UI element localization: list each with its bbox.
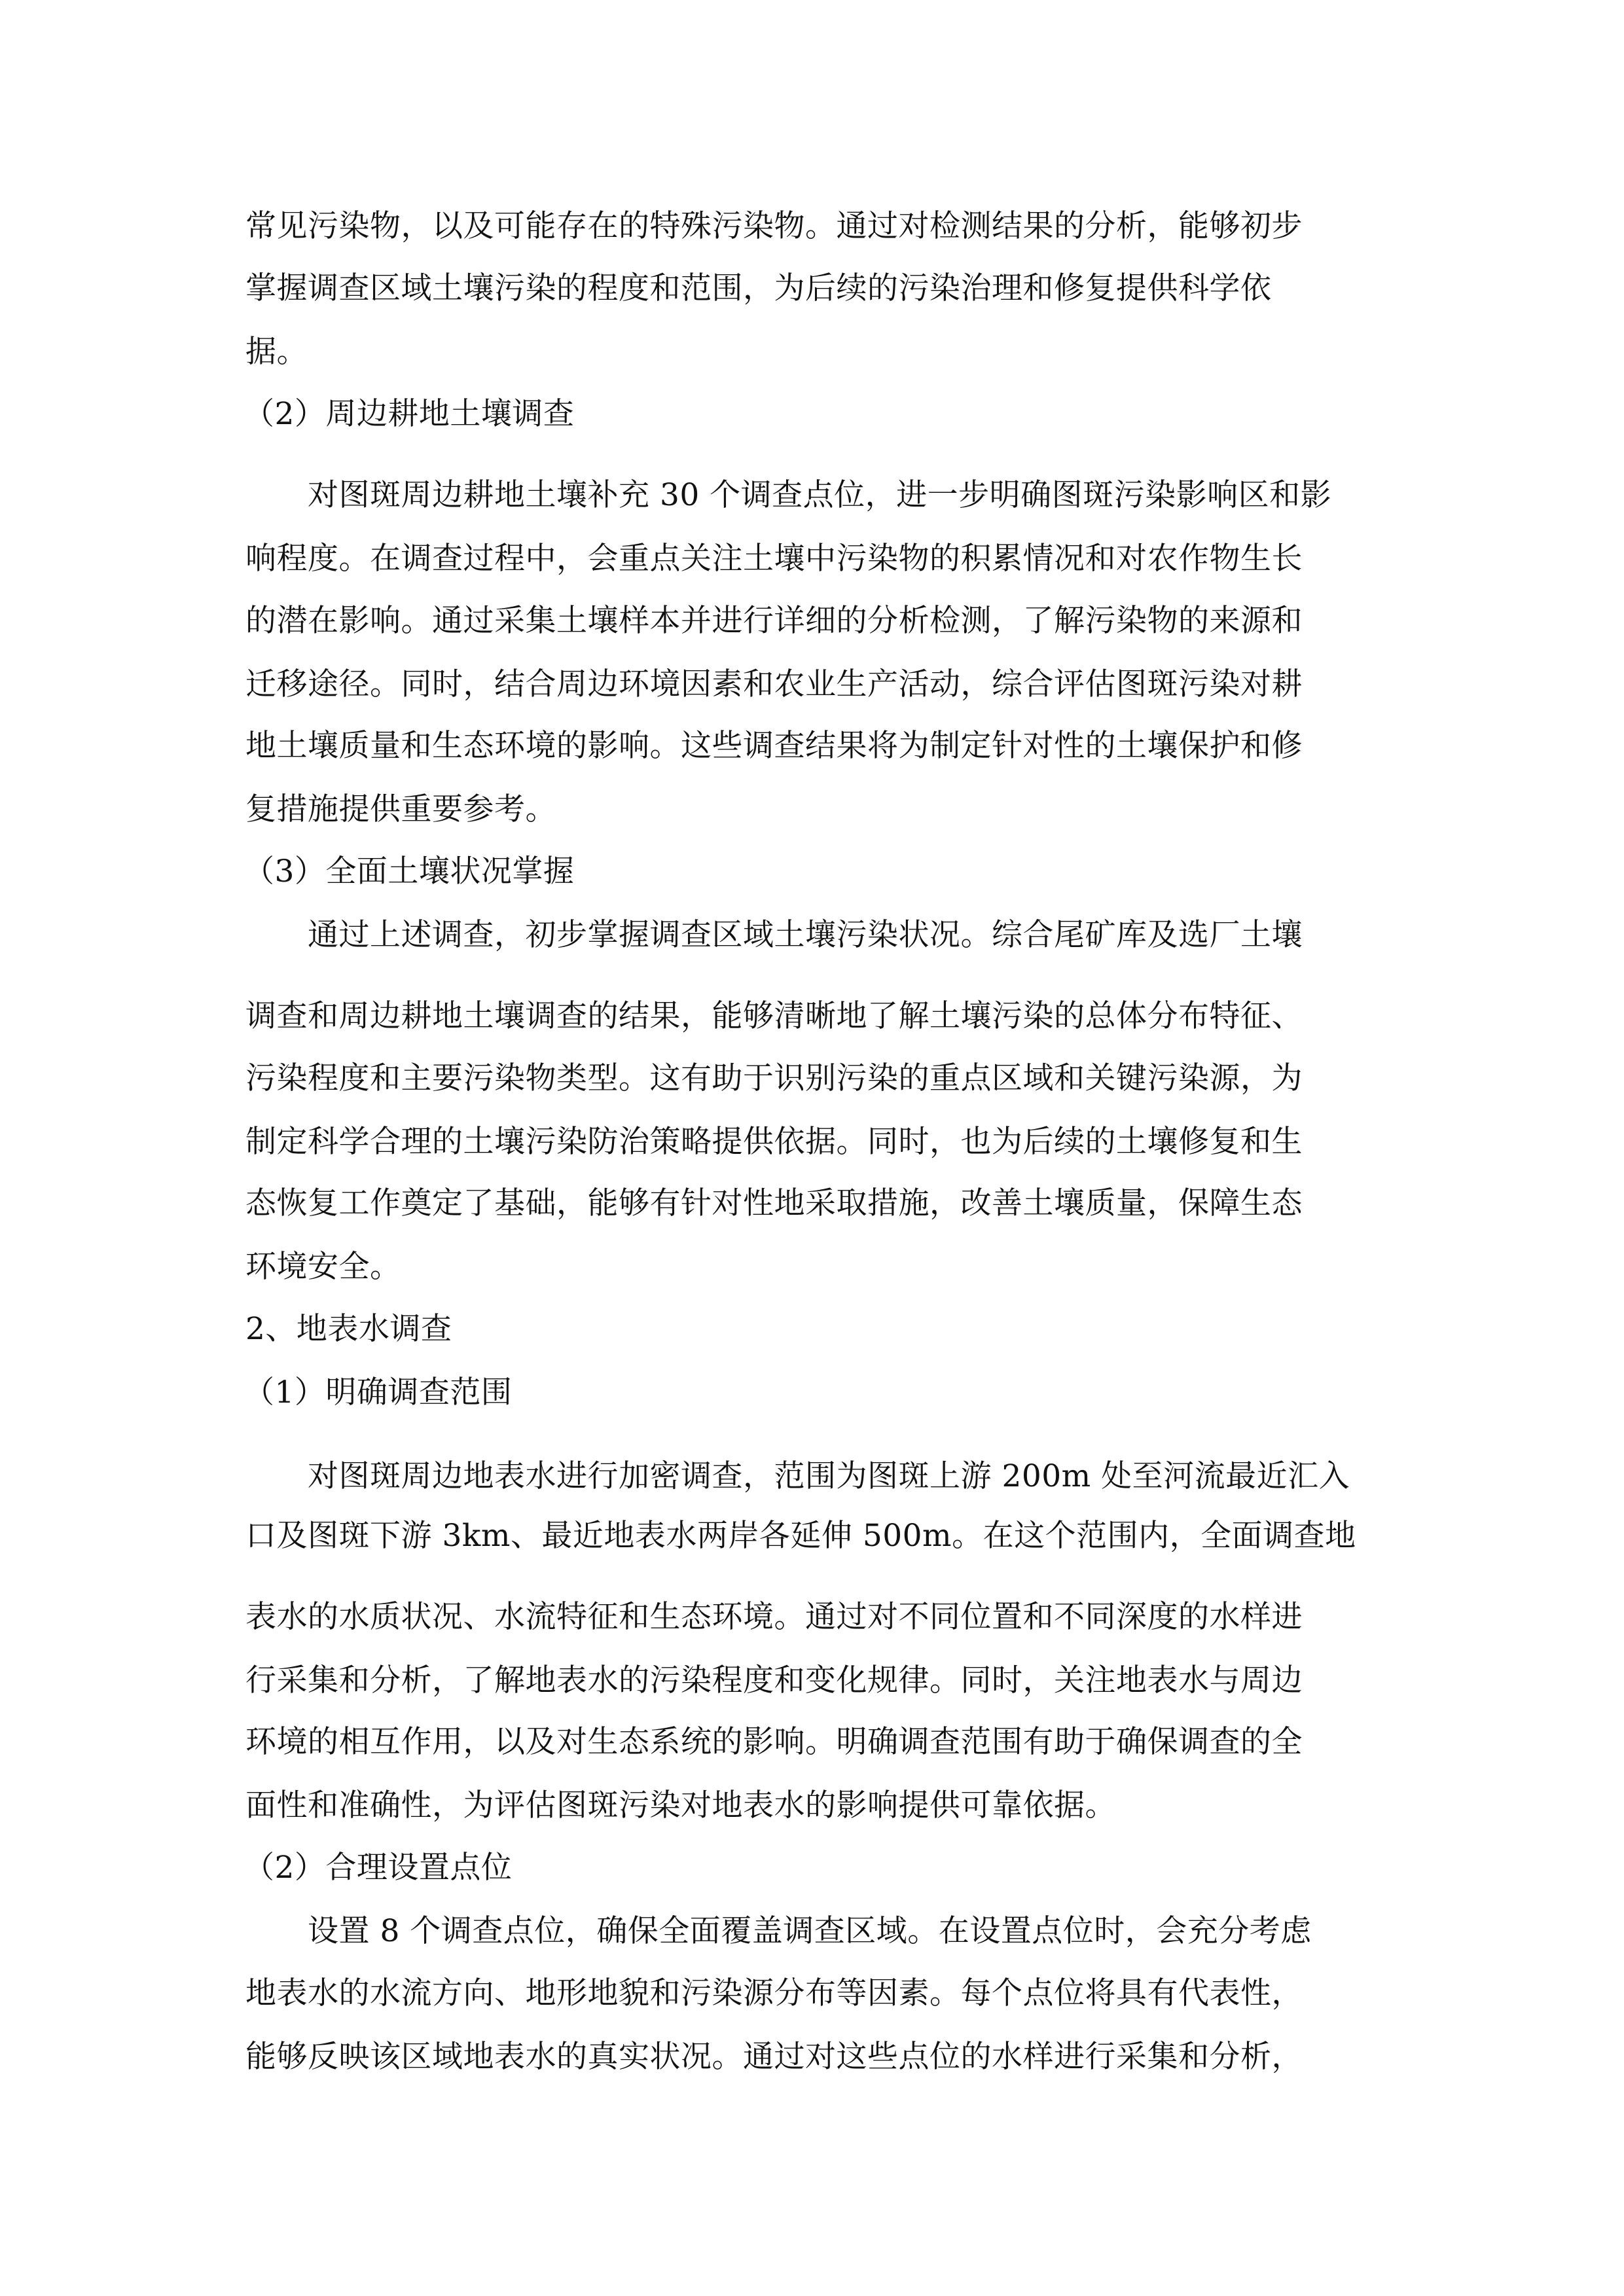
paragraph-line: 面性和准确性，为评估图斑污染对地表水的影响提供可靠依据。	[245, 1787, 1116, 1823]
paragraph-line: 掌握调查区域土壤污染的程度和范围，为后续的污染治理和修复提供科学依	[245, 270, 1272, 306]
paragraph-line: 地表水的水流方向、地形地貌和污染源分布等因素。每个点位将具有代表性，	[245, 1975, 1303, 2011]
heading-surface-water-survey: 2、地表水调查	[245, 1311, 452, 1347]
subheading-overall-soil-status: （3）全面土壤状况掌握	[244, 853, 575, 889]
paragraph-line: 制定科学合理的土壤污染防治策略提供依据。同时，也为后续的土壤修复和生	[245, 1124, 1303, 1160]
subheading-set-sampling-points: （2）合理设置点位	[244, 1850, 513, 1886]
paragraph-line: 能够反映该区域地表水的真实状况。通过对这些点位的水样进行采集和分析，	[245, 2039, 1303, 2075]
subheading-surrounding-farmland: （2）周边耕地土壤调查	[244, 396, 575, 432]
paragraph-line: 迁移途径。同时，结合周边环境因素和农业生产活动，综合评估图斑污染对耕	[245, 666, 1303, 702]
paragraph-line: 污染程度和主要污染物类型。这有助于识别污染的重点区域和关键污染源，为	[245, 1060, 1303, 1096]
paragraph-line: 对图斑周边地表水进行加密调查，范围为图斑上游 200m 处至河流最近汇入	[308, 1458, 1350, 1494]
subheading-define-survey-scope: （1）明确调查范围	[244, 1374, 513, 1410]
paragraph-line: 设置 8 个调查点位，确保全面覆盖调查区域。在设置点位时，会充分考虑	[308, 1913, 1312, 1949]
paragraph-line: 通过上述调查，初步掌握调查区域土壤污染状况。综合尾矿库及选厂土壤	[308, 917, 1303, 953]
paragraph-line: 调查和周边耕地土壤调查的结果，能够清晰地了解土壤污染的总体分布特征、	[245, 998, 1303, 1034]
paragraph-line: 行采集和分析，了解地表水的污染程度和变化规律。同时，关注地表水与周边	[245, 1662, 1303, 1698]
paragraph-line: 表水的水质状况、水流特征和生态环境。通过对不同位置和不同深度的水样进	[245, 1599, 1303, 1635]
paragraph-line: 响程度。在调查过程中，会重点关注土壤中污染物的积累情况和对农作物生长	[245, 541, 1303, 577]
paragraph-line: 环境安全。	[245, 1249, 401, 1285]
paragraph-line: 环境的相互作用，以及对生态系统的影响。明确调查范围有助于确保调查的全	[245, 1724, 1303, 1760]
paragraph-line: 地土壤质量和生态环境的影响。这些调查结果将为制定针对性的土壤保护和修	[245, 728, 1303, 764]
paragraph-line: 的潜在影响。通过采集土壤样本并进行详细的分析检测，了解污染物的来源和	[245, 603, 1303, 639]
paragraph-line: 态恢复工作奠定了基础，能够有针对性地采取措施，改善土壤质量，保障生态	[245, 1185, 1303, 1221]
paragraph-line: 复措施提供重要参考。	[245, 791, 556, 827]
paragraph-line: 口及图斑下游 3km、最近地表水两岸各延伸 500m。在这个范围内，全面调查地	[245, 1518, 1356, 1554]
paragraph-line: 常见污染物，以及可能存在的特殊污染物。通过对检测结果的分析，能够初步	[245, 208, 1303, 244]
paragraph-line: 对图斑周边耕地土壤补充 30 个调查点位，进一步明确图斑污染影响区和影	[308, 477, 1332, 513]
paragraph-line: 据。	[245, 334, 308, 370]
